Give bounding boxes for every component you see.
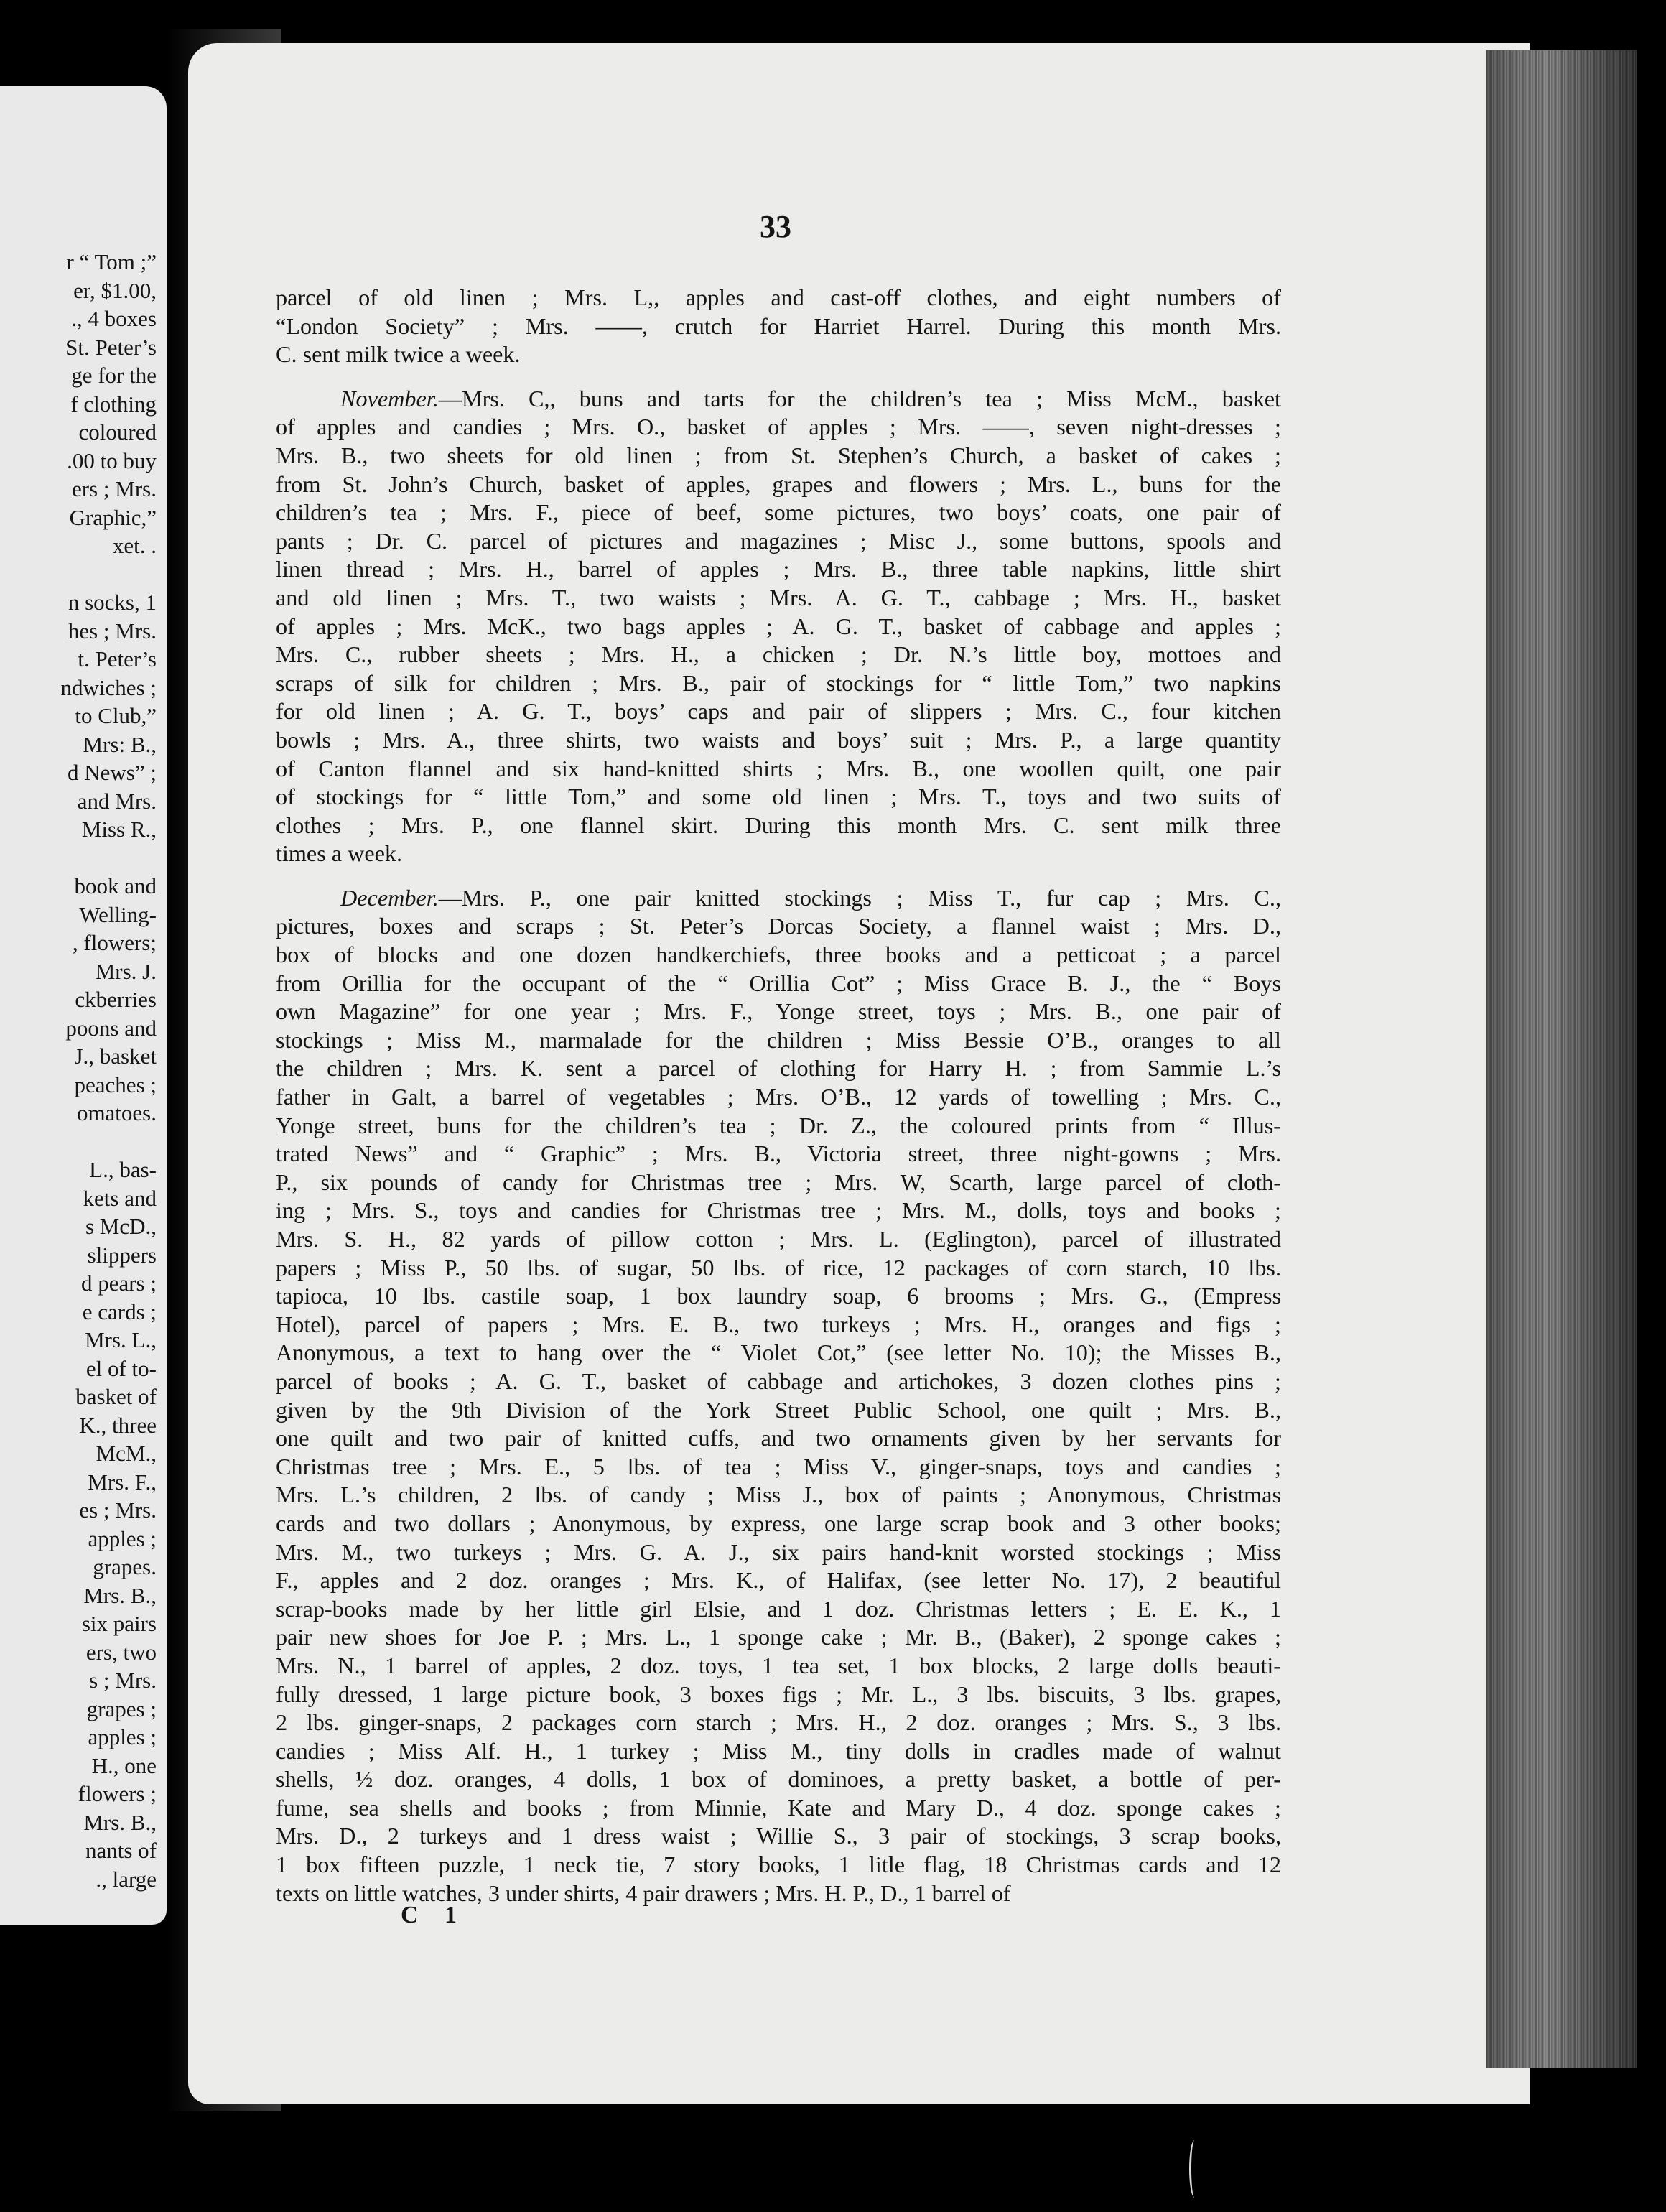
line-text: own Magazine” for one year ; Mrs. F., Yonge street, toys ; Mrs. B., one pair of <box>276 998 1281 1025</box>
line-text: children’s tea ; Mrs. F., piece of beef, some pictures, two boys’ coats, one pair of <box>276 499 1281 526</box>
line-text: pair new shoes for Joe P. ; Mrs. L., 1 sponge cake ; Mr. B., (Baker), 2 sponge cakes ; <box>276 1624 1281 1650</box>
text-line <box>276 884 1281 913</box>
left-page-line: H., one <box>91 1752 157 1778</box>
text-line <box>276 413 1281 442</box>
line-text: 2 lbs. ginger-snaps, 2 packages corn starch ; Mrs. H., 2 doz. oranges ; Mrs. S., 3 lbs. <box>276 1709 1281 1736</box>
line-text: parcel of old linen ; Mrs. L,, apples and cast-off clothes, and eight numbers of <box>276 284 1281 310</box>
left-page-line: f clothing <box>70 391 157 417</box>
text-line <box>276 1225 1281 1254</box>
left-page-text <box>0 248 157 1893</box>
left-page-line: J., basket <box>74 1044 157 1069</box>
left-page-line: grapes. <box>93 1554 157 1579</box>
text-line <box>276 1709 1281 1737</box>
line-text: Christmas tree ; Mrs. E., 5 lbs. of tea ; Miss V., ginger-snaps, toys and candies ; <box>276 1453 1281 1479</box>
left-page-line: es ; Mrs. <box>79 1497 157 1523</box>
line-text: pictures, boxes and scraps ; St. Peter’s Dorcas Society, a flannel waist ; Mrs. D., <box>276 913 1281 939</box>
text-line <box>276 669 1281 698</box>
line-text: from Orillia for the occupant of the “ Orillia Cot” ; Miss Grace B. J., the “ Boys <box>276 970 1281 996</box>
left-page-line: to Club,” <box>75 703 157 728</box>
left-page-line: six pairs <box>81 1611 157 1636</box>
line-text: papers ; Miss P., 50 lbs. of sugar, 50 lbs. of rice, 12 packages of corn starch, 10 lbs. <box>276 1254 1281 1281</box>
text-line <box>276 1453 1281 1482</box>
line-text: linen thread ; Mrs. H., barrel of apples ; Mrs. B., three table napkins, little shirt <box>276 556 1281 582</box>
left-page-line: Mrs. J. <box>95 958 157 984</box>
line-text: —Mrs. C,, buns and tarts for the children’s tea ; Miss McM., basket <box>438 385 1281 412</box>
left-page-line: Mrs. B., <box>83 1809 157 1835</box>
text-line <box>276 1424 1281 1453</box>
left-page-line: , flowers; <box>72 930 157 955</box>
line-text: Anonymous, a text to hang over the “ Violet Cot,” (see letter No. 10); the Misses B., <box>276 1339 1281 1366</box>
text-line <box>276 697 1281 726</box>
text-line <box>276 941 1281 970</box>
left-page-fragment <box>0 86 167 1925</box>
line-text: Mrs. S. H., 82 yards of pillow cotton ; Mrs. L. (Eglington), parcel of illustrated <box>276 1226 1281 1252</box>
left-page-line: ., large <box>96 1866 157 1892</box>
line-text: “London Society” ; Mrs. ——, crutch for Harriet Harrel. During this month Mrs. <box>276 312 1281 339</box>
text-line <box>276 555 1281 584</box>
left-page-line: s McD., <box>85 1214 157 1239</box>
line-text: father in Galt, a barrel of vegetables ; Mrs. O’B., 12 yards of towelling ; Mrs. C., <box>276 1084 1281 1110</box>
text-line <box>276 1794 1281 1823</box>
line-text: texts on little watches, 3 under shirts, 4 pair drawers ; Mrs. H. P., D., 1 barrel of <box>276 1879 1011 1906</box>
paragraph <box>276 884 1281 1907</box>
text-line <box>276 1196 1281 1225</box>
line-text: stockings ; Miss M., marmalade for the children ; Miss Bessie O’B., oranges to all <box>276 1026 1281 1053</box>
text-line <box>276 1681 1281 1709</box>
line-text: Mrs. C., rubber sheets ; Mrs. H., a chicken ; Dr. N.’s little boy, mottoes and <box>276 641 1281 668</box>
text-line <box>276 1367 1281 1396</box>
text-line <box>276 1282 1281 1311</box>
text-line <box>276 470 1281 499</box>
line-text: tapioca, 10 lbs. castile soap, 1 box laundry soap, 6 brooms ; Mrs. G., (Empress <box>276 1283 1281 1309</box>
left-page-line: e cards ; <box>82 1298 157 1324</box>
paragraph <box>276 284 1281 369</box>
text-line <box>276 1396 1281 1425</box>
left-page-line: McM., <box>96 1441 157 1466</box>
text-line <box>276 1566 1281 1595</box>
line-text: Yonge street, buns for the children’s tea ; Dr. Z., the coloured prints from “ Illus- <box>276 1112 1281 1138</box>
text-line <box>276 385 1281 414</box>
line-text: given by the 9th Division of the York Street Public School, one quilt ; Mrs. B., <box>276 1396 1281 1423</box>
line-text: trated News” and “ Graphic” ; Mrs. B., Victoria street, three night-gowns ; Mrs. <box>276 1140 1281 1167</box>
line-text: cards and two dollars ; Anonymous, by express, one large scrap book and 3 other books; <box>276 1510 1281 1536</box>
left-page-line: nants of <box>85 1838 157 1863</box>
text-line <box>276 970 1281 998</box>
left-page-line: ers, two <box>85 1639 157 1665</box>
page-edges <box>1486 50 1637 2068</box>
line-text: box of blocks and one dozen handkerchiefs, three books and a petticoat ; a parcel <box>276 942 1281 968</box>
line-text: the children ; Mrs. K. sent a parcel of clothing for Harry H. ; from Sammie L.’s <box>276 1055 1281 1082</box>
text-line <box>276 1822 1281 1851</box>
left-page-line: K., three <box>79 1412 157 1438</box>
text-line <box>276 1168 1281 1197</box>
line-text: bowls ; Mrs. A., three shirts, two waists and boys’ suit ; Mrs. P., a large quantity <box>276 726 1281 753</box>
line-text: of apples and candies ; Mrs. O., basket of apples ; Mrs. ——, seven night-dresses ; <box>276 414 1281 440</box>
left-page-line: ., 4 boxes <box>71 306 157 331</box>
line-text: of apples ; Mrs. McK., two bags apples ; A. G. T., basket of cabbage and apples ; <box>276 613 1281 639</box>
text-line <box>276 1595 1281 1624</box>
left-page-line: peaches ; <box>74 1072 157 1097</box>
line-text: Mrs. M., two turkeys ; Mrs. G. A. J., six pairs hand-knit worsted stockings ; Miss <box>276 1538 1281 1565</box>
month-heading: December. <box>340 884 439 911</box>
left-page-line: el of to- <box>85 1355 157 1381</box>
left-page-line: Graphic,” <box>69 504 157 530</box>
text-line <box>276 641 1281 669</box>
line-text: parcel of books ; A. G. T., basket of cabbage and artichokes, 3 dozen clothes pins ; <box>276 1367 1281 1394</box>
text-line <box>276 613 1281 641</box>
page-body-text <box>276 284 1281 1907</box>
paragraph-gap <box>276 868 1281 884</box>
line-text: shells, ½ doz. oranges, 4 dolls, 1 box of dominoes, a pretty basket, a bottle of per- <box>276 1766 1281 1793</box>
left-page-line <box>0 1128 157 1156</box>
text-line <box>276 284 1281 312</box>
left-page-line: apples ; <box>88 1525 157 1551</box>
left-page-line: t. Peter’s <box>78 646 157 672</box>
text-line <box>276 1765 1281 1794</box>
left-page-line: .00 to buy <box>67 447 157 473</box>
text-line <box>276 1112 1281 1140</box>
left-page-line <box>0 844 157 873</box>
left-page-line: Miss R., <box>81 817 157 842</box>
left-page-line: and Mrs. <box>77 788 157 814</box>
text-line <box>276 1623 1281 1652</box>
text-line <box>276 783 1281 812</box>
left-page-line: apples ; <box>88 1724 157 1749</box>
text-line <box>276 912 1281 941</box>
left-page-line <box>0 560 157 589</box>
line-text: for old linen ; A. G. T., boys’ caps and pair of slippers ; Mrs. C., four kitchen <box>276 698 1281 725</box>
text-line <box>276 1339 1281 1367</box>
left-page-line: book and <box>74 873 157 898</box>
left-page-line: ge for the <box>71 363 157 388</box>
left-page-line: n socks, 1 <box>68 590 157 615</box>
line-text: of Canton flannel and six hand-knitted shirts ; Mrs. B., one woollen quilt, one pair <box>276 755 1281 781</box>
text-line <box>276 1851 1281 1879</box>
line-text: ing ; Mrs. S., toys and candies for Christmas tree ; Mrs. M., dolls, toys and books ; <box>276 1197 1281 1224</box>
left-page-line: Mrs. L., <box>85 1327 157 1352</box>
text-line <box>276 584 1281 613</box>
left-page-line: xet. . <box>112 533 157 558</box>
text-line <box>276 442 1281 470</box>
line-text: of stockings for “ little Tom,” and some old linen ; Mrs. T., toys and two suits of <box>276 784 1281 810</box>
line-text: from St. John’s Church, basket of apples, grapes and flowers ; Mrs. L., buns for the <box>276 470 1281 497</box>
line-text: scrap-books made by her little girl Elsie, and 1 doz. Christmas letters ; E. E. K., 1 <box>276 1595 1281 1622</box>
left-page-line: er, $1.00, <box>73 277 157 303</box>
text-line <box>276 1254 1281 1283</box>
text-line <box>276 1140 1281 1168</box>
line-text: Mrs. N., 1 barrel of apples, 2 doz. toys, 1 tea set, 1 box blocks, 2 large dolls beauti- <box>276 1652 1281 1678</box>
text-line <box>276 1510 1281 1538</box>
left-page-line: L., bas- <box>89 1157 157 1182</box>
line-text: one quilt and two pair of knitted cuffs, and two ornaments given by her servants for <box>276 1425 1281 1451</box>
text-line <box>276 498 1281 527</box>
line-text: Mrs. D., 2 turkeys and 1 dress waist ; Willie S., 3 pair of stockings, 3 scrap books, <box>276 1823 1281 1849</box>
line-text: candies ; Miss Alf. H., 1 turkey ; Miss M., tiny dolls in cradles made of walnut <box>276 1737 1281 1764</box>
line-text: fully dressed, 1 large picture book, 3 boxes figs ; Mr. L., 3 lbs. biscuits, 3 lbs. grapes, <box>276 1681 1281 1707</box>
left-page-line: ers ; Mrs. <box>72 476 157 501</box>
left-page-line: Mrs: B., <box>83 731 157 757</box>
line-text: —Mrs. P., one pair knitted stockings ; Miss T., fur cap ; Mrs. C., <box>438 884 1281 911</box>
paragraph-gap <box>276 369 1281 385</box>
text-line <box>276 340 1281 369</box>
text-line <box>276 312 1281 341</box>
left-page-line: slippers <box>87 1242 157 1268</box>
text-line <box>276 1538 1281 1567</box>
text-line <box>276 726 1281 755</box>
line-text: times a week. <box>276 840 403 867</box>
left-page-line: ndwiches ; <box>60 674 157 700</box>
month-heading: November. <box>340 385 439 412</box>
text-line <box>276 1026 1281 1055</box>
left-page-line: d pears ; <box>80 1270 157 1296</box>
line-text: 1 box fifteen puzzle, 1 neck tie, 7 story books, 1 litle flag, 18 Christmas cards and 12 <box>276 1851 1281 1878</box>
left-page-line: basket of <box>75 1384 157 1409</box>
line-text: Hotel), parcel of papers ; Mrs. E. B., two turkeys ; Mrs. H., oranges and figs ; <box>276 1311 1281 1337</box>
line-text: scraps of silk for children ; Mrs. B., pair of stockings for “ little Tom,” two napkins <box>276 669 1281 696</box>
text-line <box>276 1054 1281 1083</box>
text-line <box>276 1311 1281 1339</box>
text-line <box>276 1737 1281 1766</box>
line-text: fume, sea shells and books ; from Minnie, Kate and Mary D., 4 doz. sponge cakes ; <box>276 1794 1281 1821</box>
line-text: F., apples and 2 doz. oranges ; Mrs. K., of Halifax, (see letter No. 17), 2 beautiful <box>276 1567 1281 1594</box>
left-page-line: coloured <box>78 419 157 445</box>
text-line <box>276 755 1281 784</box>
text-line <box>276 840 1281 868</box>
left-page-line: hes ; Mrs. <box>68 618 157 643</box>
left-page-line: Welling- <box>79 901 157 927</box>
line-text: and old linen ; Mrs. T., two waists ; Mrs. A. G. T., cabbage ; Mrs. H., basket <box>276 584 1281 610</box>
left-page-line: omatoes. <box>76 1100 157 1125</box>
left-page-line: flowers ; <box>78 1781 157 1806</box>
left-page-line: r “ Tom ;” <box>66 249 157 274</box>
text-line <box>276 1652 1281 1681</box>
page-number: 33 <box>760 209 791 244</box>
left-page-line: d News” ; <box>68 760 157 785</box>
line-text: Mrs. B., two sheets for old linen ; from St. Stephen’s Church, a basket of cakes ; <box>276 442 1281 468</box>
left-page-line: St. Peter’s <box>65 334 157 360</box>
stray-mark <box>1189 2140 1200 2198</box>
left-page-line: ckberries <box>75 987 157 1012</box>
line-text: C. sent milk twice a week. <box>276 341 521 368</box>
text-line <box>276 998 1281 1026</box>
paragraph <box>276 385 1281 868</box>
line-text: P., six pounds of candy for Christmas tree ; Mrs. W, Scarth, large parcel of cloth- <box>276 1168 1281 1195</box>
text-line <box>276 812 1281 840</box>
signature-mark: C 1 <box>401 1902 467 1928</box>
text-line <box>276 1083 1281 1112</box>
line-text: pants ; Dr. C. parcel of pictures and magazines ; Misc J., some buttons, spools and <box>276 527 1281 554</box>
left-page-line: Mrs. B., <box>83 1582 157 1608</box>
left-page-line: poons and <box>65 1015 157 1041</box>
line-text: Mrs. L.’s children, 2 lbs. of candy ; Miss J., box of paints ; Anonymous, Christmas <box>276 1482 1281 1508</box>
left-page-line: grapes ; <box>86 1696 157 1721</box>
text-line <box>276 527 1281 556</box>
left-page-line: Mrs. F., <box>88 1469 157 1495</box>
left-page-line: kets and <box>83 1185 157 1211</box>
left-page-line: s ; Mrs. <box>89 1668 157 1693</box>
text-line <box>276 1481 1281 1510</box>
line-text: clothes ; Mrs. P., one flannel skirt. During this month Mrs. C. sent milk three <box>276 812 1281 838</box>
